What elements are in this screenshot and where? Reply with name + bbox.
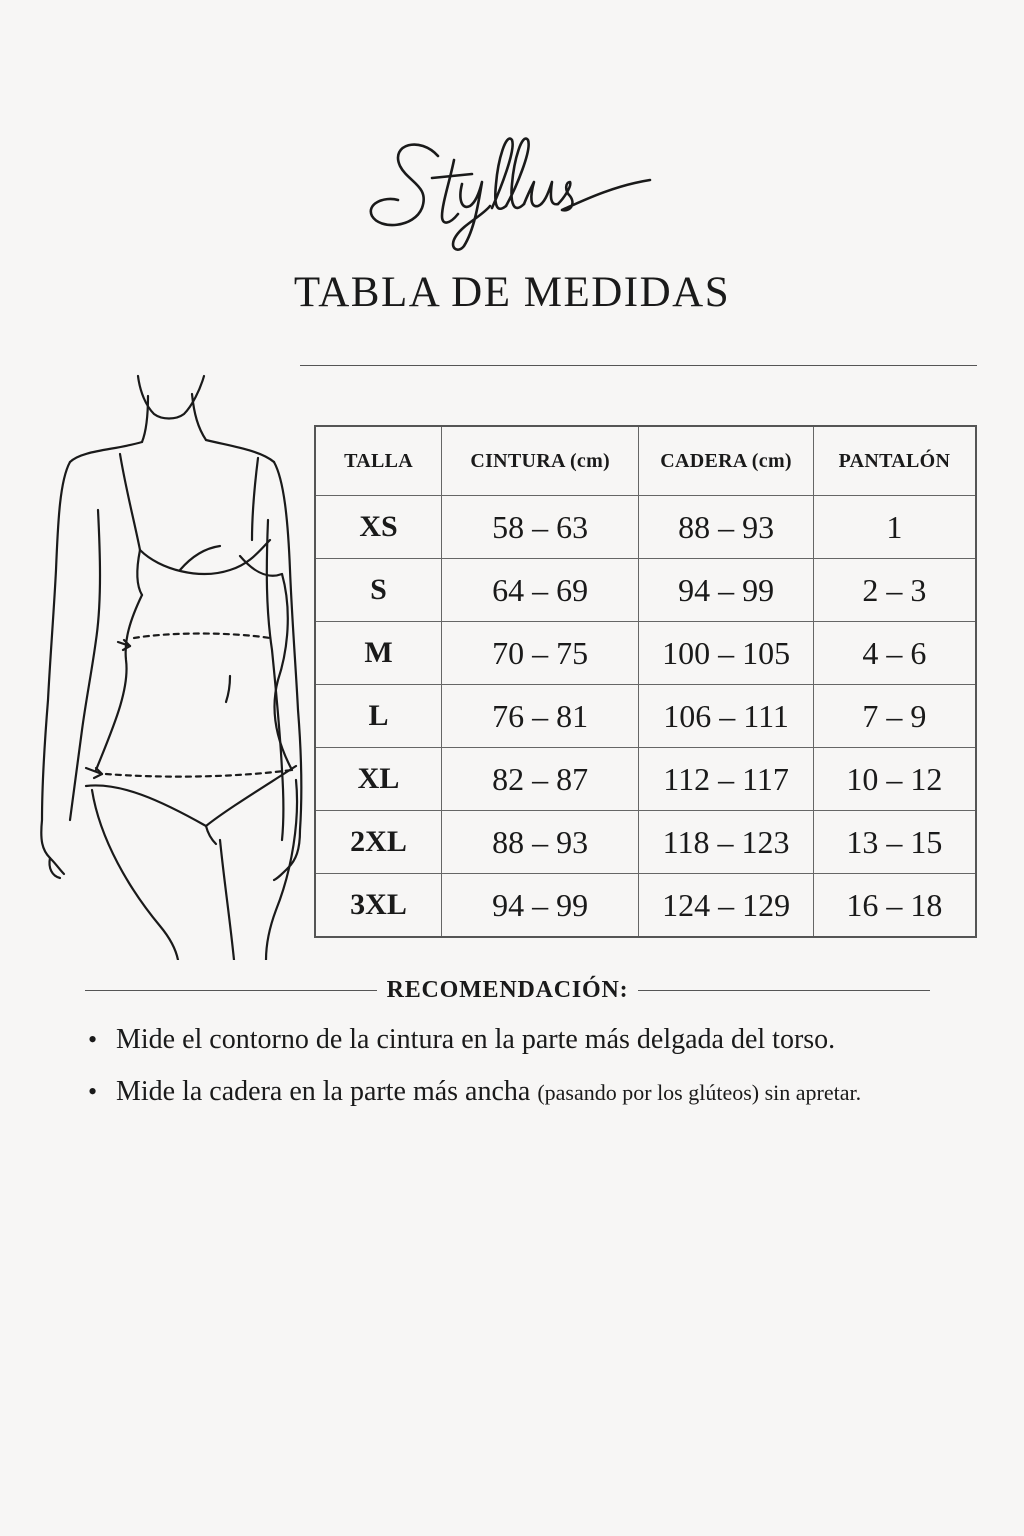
cell-hip: 124 – 129 <box>639 874 814 938</box>
table-row <box>315 559 976 622</box>
logo-script-icon <box>350 120 670 260</box>
cell-waist: 70 – 75 <box>442 622 639 685</box>
column-header-pantalon: PANTALÓN <box>813 426 976 496</box>
cell-waist: 58 – 63 <box>442 496 639 559</box>
cell-pants: 16 – 18 <box>813 874 976 938</box>
cell-hip: 106 – 111 <box>639 685 814 748</box>
divider <box>638 990 930 991</box>
cell-hip: 118 – 123 <box>639 811 814 874</box>
column-header-cadera: CADERA (cm) <box>639 426 814 496</box>
table-row <box>315 685 976 748</box>
table-row <box>315 622 976 685</box>
table-row <box>315 874 976 938</box>
cell-pants: 10 – 12 <box>813 748 976 811</box>
list-item <box>88 1020 861 1060</box>
table-row <box>315 748 976 811</box>
cell-waist: 88 – 93 <box>442 811 639 874</box>
cell-waist: 82 – 87 <box>442 748 639 811</box>
cell-pants: 1 <box>813 496 976 559</box>
brand-logo <box>350 120 670 260</box>
cell-size: S <box>315 559 442 622</box>
cell-hip: 100 – 105 <box>639 622 814 685</box>
column-header-talla: TALLA <box>315 426 442 496</box>
cell-size: L <box>315 685 442 748</box>
table-row <box>315 811 976 874</box>
recommendation-note: (pasando por los glúteos) sin apretar. <box>537 1080 862 1105</box>
body-outline-icon <box>30 370 320 960</box>
cell-hip: 94 – 99 <box>639 559 814 622</box>
cell-hip: 88 – 93 <box>639 496 814 559</box>
cell-waist: 76 – 81 <box>442 685 639 748</box>
cell-hip: 112 – 117 <box>639 748 814 811</box>
divider <box>85 990 377 991</box>
page-title: TABLA DE MEDIDAS <box>293 269 731 316</box>
size-table <box>314 425 977 938</box>
divider <box>300 365 977 366</box>
recommendation-text: Mide la cadera en la parte más ancha <box>116 1076 538 1107</box>
cell-pants: 7 – 9 <box>813 685 976 748</box>
cell-size: XS <box>315 496 442 559</box>
recommendation-heading-row <box>85 972 930 1008</box>
cell-size: 3XL <box>315 874 442 938</box>
bullet-dot-icon: • <box>88 1025 98 1054</box>
cell-size: M <box>315 622 442 685</box>
cell-pants: 4 – 6 <box>813 622 976 685</box>
table-header-row <box>315 426 976 496</box>
cell-waist: 64 – 69 <box>442 559 639 622</box>
body-outline-illustration <box>30 370 320 960</box>
column-header-cintura: CINTURA (cm) <box>442 426 639 496</box>
list-item <box>88 1072 861 1113</box>
cell-pants: 2 – 3 <box>813 559 976 622</box>
recommendation-list <box>88 1020 861 1125</box>
recommendation-text: Mide el contorno de la cintura en la parte más delgada del torso. <box>116 1024 836 1055</box>
table-row <box>315 496 976 559</box>
bullet-dot-icon: • <box>88 1077 98 1106</box>
cell-size: 2XL <box>315 811 442 874</box>
cell-size: XL <box>315 748 442 811</box>
recommendation-heading: RECOMENDACIÓN: <box>386 976 629 1003</box>
cell-waist: 94 – 99 <box>442 874 639 938</box>
cell-pants: 13 – 15 <box>813 811 976 874</box>
